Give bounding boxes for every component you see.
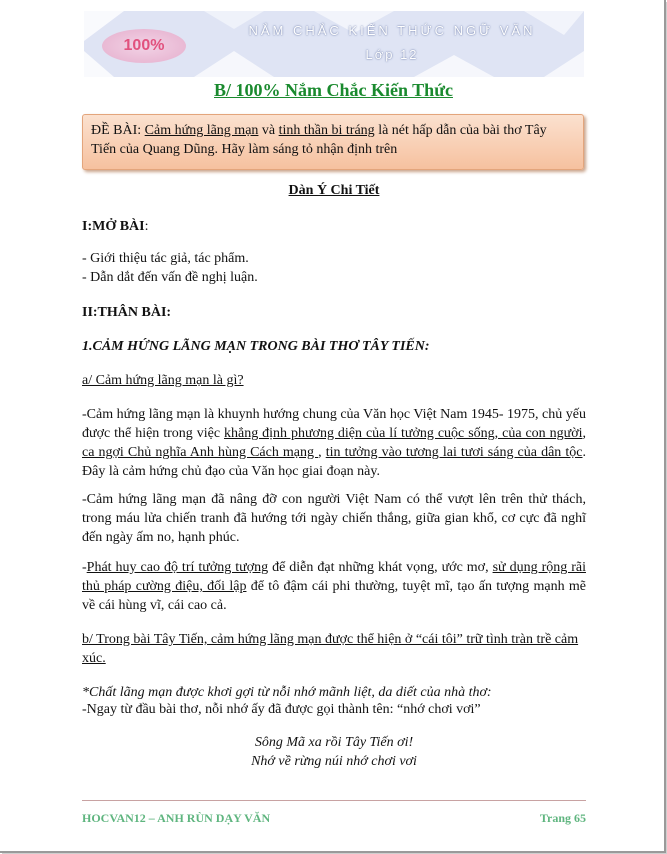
list-item: - Dẫn dắt đến vấn đề nghị luận. <box>82 270 258 285</box>
page-footer <box>82 800 586 826</box>
prompt-term-tragic: tinh thần bi tráng <box>278 123 375 138</box>
footer-page-number: Trang 65 <box>539 811 586 825</box>
poem-line: Nhớ về rừng núi nhớ chơi vơi <box>251 754 417 769</box>
section-1-heading: 1.CẢM HỨNG LÃNG MẠN TRONG BÀI THƠ TÂY TIẾN: <box>82 339 430 354</box>
poem-line: Sông Mã xa rồi Tây Tiến ơi! <box>254 735 414 750</box>
page-heading: B/ 100% Nắm Chắc Kiến Thức <box>214 80 453 100</box>
paragraph-2: -Cảm hứng lãng mạn đã nâng đỡ con người Việt Nam có thể vượt lên trên thử thách, trong máu lửa chiến tranh đã hướng tới ngày chiến thắng, giữa gian khổ, cơ cực đã nghĩ đến ngày ấm no, hạnh phúc. <box>82 492 586 545</box>
prompt-text: và <box>258 123 279 138</box>
subsection-a-heading: a/ Cảm hứng lãng mạn là gì? <box>82 373 244 388</box>
banner-subtitle: Lớp 12 <box>365 47 419 62</box>
list-item: - Giới thiệu tác giả, tác phẩm. <box>82 251 249 266</box>
mo-bai-list <box>82 249 586 287</box>
paragraph-1: -Cảm hứng lãng mạn là khuynh hướng chung của Văn học Việt Nam 1945- 1975, chủ yếu được thể hiện trong việc khẳng định phương diện của lí tưởng cuộc sống, của con người, ca ngợi Chủ nghĩa Anh hùng Cách mạng , tin tưởng vào tương lai tươi sáng của dân tộc. Đây là cảm hứng chủ đạo của Văn học giai đoạn này. <box>82 407 587 479</box>
badge-100-percent: 100% <box>102 29 186 63</box>
footer-author: HOCVAN12 – ANH RÙN DẠY VĂN <box>82 811 271 825</box>
banner-title: NẮM CHẮC KIẾN THỨC NGỮ VĂN <box>248 23 536 38</box>
note-line-2: -Ngay từ đầu bài thơ, nỗi nhớ ấy đã được gọi thành tên: “nhớ chơi vơi” <box>82 702 481 717</box>
prompt-term-romantic: Cảm hứng lãng mạn <box>144 123 259 138</box>
poem <box>82 733 586 771</box>
outline-title: Dàn Ý Chi Tiết <box>288 183 380 198</box>
than-bai-heading: II:THÂN BÀI: <box>82 305 172 320</box>
subsection-b-heading: b/ Trong bài Tây Tiến, cảm hứng lãng mạn được thể hiện ở “cái tôi” trữ tình tràn trề cảm xúc. <box>82 632 579 666</box>
mo-bai-heading: I:MỞ BÀI: <box>82 219 149 234</box>
prompt-label: ĐỀ BÀI: <box>91 123 145 138</box>
paragraph-3: -Phát huy cao độ trí tưởng tượng để diễn đạt những khát vọng, ước mơ, sử dụng rộng rãi thủ pháp cường điệu, đối lập để tô đậm cái phi thường, tuyệt mĩ, tạo ấn tượng mạnh mẽ về cái hùng vĩ, cái cao cả. <box>82 560 586 613</box>
assignment-box <box>82 114 584 170</box>
header-banner <box>84 11 584 77</box>
prompt-text: là nét hấp dẫn của bài thơ Tây Tiến của Quang Dũng. Hãy làm sáng tỏ nhận định trên <box>91 123 547 157</box>
note-line: *Chất lãng mạn được khơi gợi từ nỗi nhớ mãnh liệt, da diết của nhà thơ: <box>82 685 492 700</box>
